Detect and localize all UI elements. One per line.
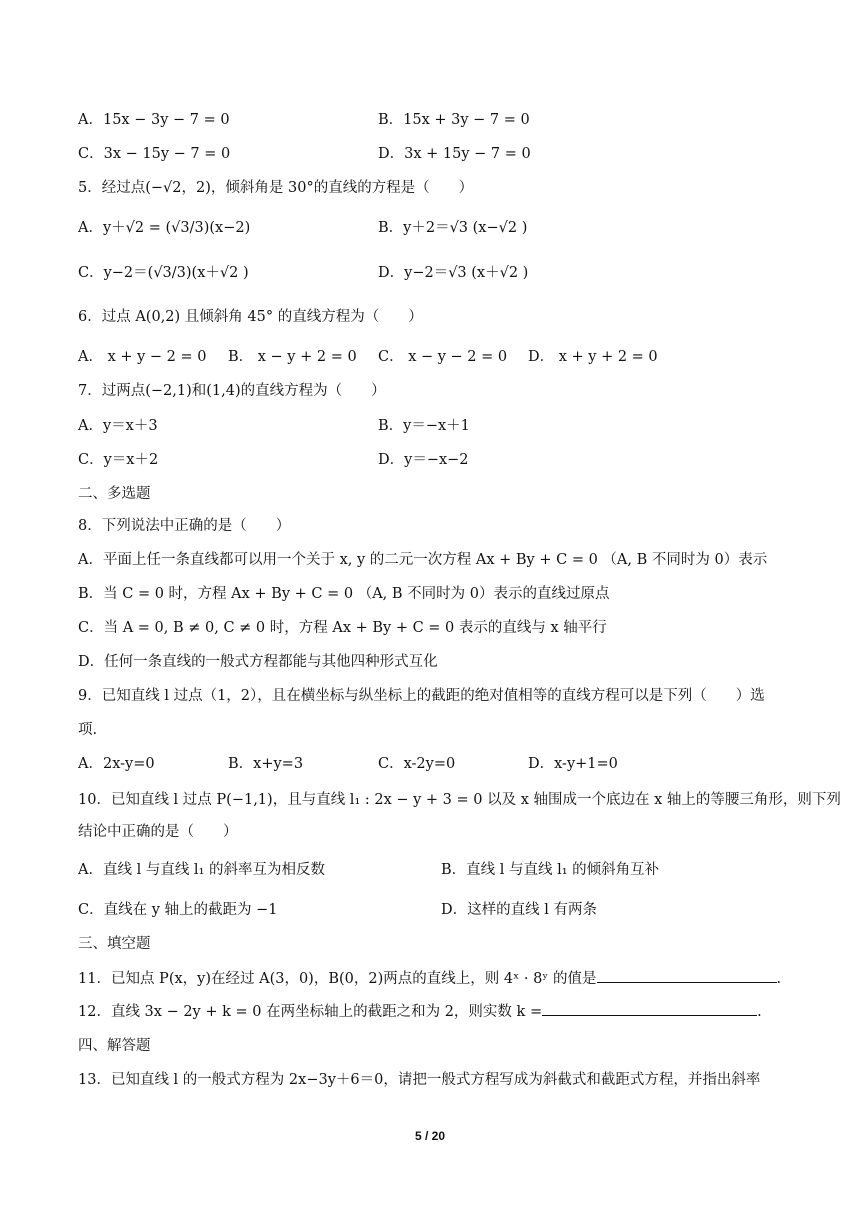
section-heading-fill-in: 三、填空题: [78, 936, 151, 952]
q11-end: .: [776, 971, 782, 987]
q7-option-d: D．y＝−x−2: [378, 452, 469, 468]
section-heading-multiple-choice: 二、多选题: [78, 486, 151, 502]
q10-stem-line1: 10．已知直线 l 过点 P(−1,1)，且与直线 l₁ : 2x − y + 3 = 0 以及 x 轴围成一个底边在 x 轴上的等腰三角形，则下列: [78, 792, 841, 808]
q7-option-b: B．y＝−x＋1: [378, 418, 470, 434]
q6-option-d: D． x + y + 2 = 0: [528, 349, 658, 365]
q5-option-d: D．y−2＝√3 (x＋√2 ): [378, 265, 529, 281]
q12-line: [78, 1001, 762, 1022]
q8-option-d: D．任何一条直线的一般式方程都能与其他四种形式互化: [78, 654, 438, 670]
q4-option-c: C．3x − 15y − 7 = 0: [78, 146, 231, 162]
q12-answer-blank[interactable]: [542, 1001, 757, 1016]
q10-option-d: D．这样的直线 l 有两条: [441, 902, 597, 918]
q4-option-d: D．3x + 15y − 7 = 0: [378, 146, 531, 162]
q6-option-b: B． x − y + 2 = 0: [228, 349, 357, 365]
q4-option-b: B．15x + 3y − 7 = 0: [378, 112, 530, 128]
q10-option-a: A．直线 l 与直线 l₁ 的斜率互为相反数: [78, 862, 325, 878]
q9-stem-line2: 项.: [78, 722, 98, 738]
q10-stem-line2: 结论中正确的是（ ）: [78, 824, 238, 840]
section-heading-solutions: 四、解答题: [78, 1038, 151, 1054]
q8-option-c: C．当 A = 0, B ≠ 0, C ≠ 0 时，方程 Ax + By + C = 0 表示的直线与 x 轴平行: [78, 620, 607, 636]
q10-option-b: B．直线 l 与直线 l₁ 的倾斜角互补: [441, 862, 660, 878]
q13-stem: 13．已知直线 l 的一般式方程为 2x−3y＋6＝0，请把一般式方程写成为斜截式和截距式方程，并指出斜率: [78, 1072, 761, 1088]
q9-option-d: D．x-y+1=0: [528, 756, 618, 772]
q7-stem: 7．过两点(−2,1)和(1,4)的直线方程为（ ）: [78, 383, 386, 399]
q7-option-a: A．y＝x＋3: [78, 418, 158, 434]
q11-line: [78, 968, 781, 989]
q6-option-a: A． x + y − 2 = 0: [78, 349, 207, 365]
q12-end: .: [757, 1004, 762, 1020]
q6-stem: 6．过点 A(0,2) 且倾斜角 45° 的直线方程为（ ）: [78, 309, 423, 325]
q5-stem: 5．经过点(−√2，2)，倾斜角是 30°的直线的方程是（ ）: [78, 180, 474, 196]
q8-stem: 8．下列说法中正确的是（ ）: [78, 518, 291, 534]
q5-option-a: A．y＋√2 = (√3/3)(x−2): [78, 220, 251, 236]
q12-stem: 12．直线 3x − 2y + k = 0 在两坐标轴上的截距之和为 2，则实数 k =: [78, 1004, 543, 1020]
q11-answer-blank[interactable]: [597, 968, 777, 983]
q7-option-c: C．y＝x＋2: [78, 452, 159, 468]
q5-option-b: B．y＋2＝√3 (x−√2 ): [378, 220, 528, 236]
q9-option-a: A．2x-y=0: [78, 756, 155, 772]
q9-option-b: B．x+y=3: [228, 756, 304, 772]
q11-stem: 11．已知点 P(x，y)在经过 A(3，0)，B(0，2)两点的直线上，则 4ˣ · 8ʸ 的值是: [78, 971, 597, 987]
q9-option-c: C．x-2y=0: [378, 756, 456, 772]
q6-option-c: C． x − y − 2 = 0: [378, 349, 508, 365]
q4-option-a: A．15x − 3y − 7 = 0: [78, 112, 230, 128]
q9-stem-line1: 9．已知直线 l 过点（1，2），且在横坐标与纵坐标上的截距的绝对值相等的直线方程可以是下列（ ）选: [78, 688, 765, 704]
q8-option-b: B．当 C = 0 时，方程 Ax + By + C = 0 （A, B 不同时为 0）表示的直线过原点: [78, 586, 610, 602]
q5-option-c: C．y−2＝(√3/3)(x＋√2 ): [78, 265, 249, 281]
q8-option-a: A．平面上任一条直线都可以用一个关于 x, y 的二元一次方程 Ax + By + C = 0 （A, B 不同时为 0）表示: [78, 552, 768, 568]
q10-option-c: C．直线在 y 轴上的截距为 −1: [78, 902, 278, 918]
page-number: 5 / 20: [414, 1129, 446, 1143]
